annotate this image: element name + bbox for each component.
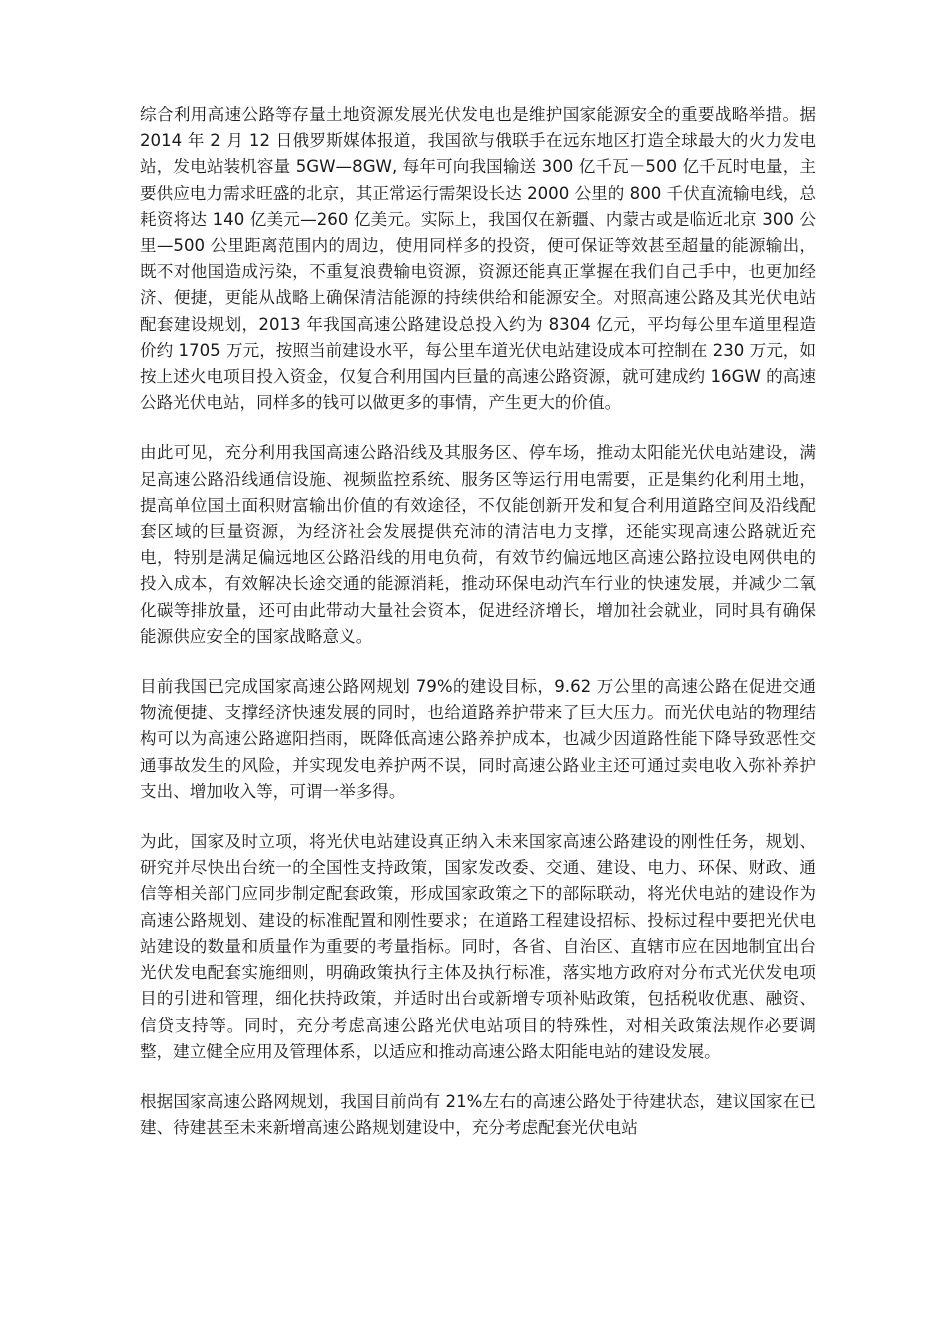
paragraph-3: 目前我国已完成国家高速公路网规划 79%的建设目标，9.62 万公里的高速公路在促进交通物流便捷、支撑经济快速发展的同时，也给道路养护带来了巨大压力。而光伏电站的物理结构可以为高速公路遮阳挡雨，既降低高速公路养护成本，也减少因道路性能下降导致恶性交通事故发生的风险，并实现发电养护两不误，同时高速公路业主还可通过卖电收入弥补养护支出、增加收入等，可谓一举多得。 <box>140 677 816 801</box>
paragraph-4: 为此，国家及时立项，将光伏电站建设真正纳入未来国家高速公路建设的刚性任务，规划、研究并尽快出台统一的全国性支持政策，国家发改委、交通、建设、电力、环保、财政、通信等相关部门应同步制定配套政策，形成国家政策之下的部际联动，将光伏电站的建设作为高速公路规划、建设的标准配置和刚性要求；在道路工程建设招标、投标过程中要把光伏电站建设的数量和质量作为重要的考量指标。同时，各省、自治区、直辖市应在因地制宜出台光伏发电配套实施细则，明确政策执行主体及执行标准，落实地方政府对分布式光伏发电项目的引进和管理，细化扶持政策，并适时出台或新增专项补贴政策，包括税收优惠、融资、信贷支持等。同时，充分考虑高速公路光伏电站项目的特殊性，对相关政策法规作必要调整，建立健全应用及管理体系，以适应和推动高速公路太阳能电站的建设发展。 <box>140 832 816 1061</box>
document-body <box>140 102 816 1165</box>
paragraph-1: 综合利用高速公路等存量土地资源发展光伏发电也是维护国家能源安全的重要战略举措。据 2014 年 2 月 12 日俄罗斯媒体报道，我国欲与俄联手在远东地区打造全球最大的火力发电站，发电站装机容量 5GW—8GW, 每年可向我国输送 300 亿千瓦－500 亿千瓦时电量，主要供应电力需求旺盛的北京，其正常运行需架设长达 2000 公里的 800 千伏直流输电线，总耗资将达 140 亿美元—260 亿美元。实际上，我国仅在新疆、内蒙古或是临近北京 300 公里—500 公里距离范围内的周边，使用同样多的投资，便可保证等效甚至超量的能源输出，既不对他国造成污染，不重复浪费输电资源，资源还能真正掌握在我们自己手中，也更加经济、便捷，更能从战略上确保清洁能源的持续供给和能源安全。对照高速公路及其光伏电站配套建设规划，2013 年我国高速公路建设总投入约为 8304 亿元，平均每公里车道里程造价约 1705 万元，按照当前建设水平，每公里车道光伏电站建设成本可控制在 230 万元，如按上述火电项目投入资金，仅复合利用国内巨量的高速公路资源，就可建成约 16GW 的高速公路光伏电站，同样多的钱可以做更多的事情，产生更大的价值。 <box>140 105 816 413</box>
paragraph-2: 由此可见，充分利用我国高速公路沿线及其服务区、停车场，推动太阳能光伏电站建设，满足高速公路沿线通信设施、视频监控系统、服务区等运行用电需要，正是集约化利用土地，提高单位国土面积财富输出价值的有效途径，不仅能创新开发和复合利用道路空间及沿线配套区域的巨量资源，为经济社会发展提供充沛的清洁电力支撑，还能实现高速公路就近充电，特别是满足偏远地区公路沿线的用电负荷，有效节约偏远地区高速公路拉设电网供电的投入成本，有效解决长途交通的能源消耗，推动环保电动汽车行业的快速发展，并减少二氧化碳等排放量，还可由此带动大量社会资本，促进经济增长，增加社会就业，同时具有确保能源供应安全的国家战略意义。 <box>140 443 816 646</box>
paragraph-5: 根据国家高速公路网规划，我国目前尚有 21%左右的高速公路处于待建状态，建议国家在已建、待建甚至未来新增高速公路规划建设中，充分考虑配套光伏电站 <box>140 1091 816 1138</box>
